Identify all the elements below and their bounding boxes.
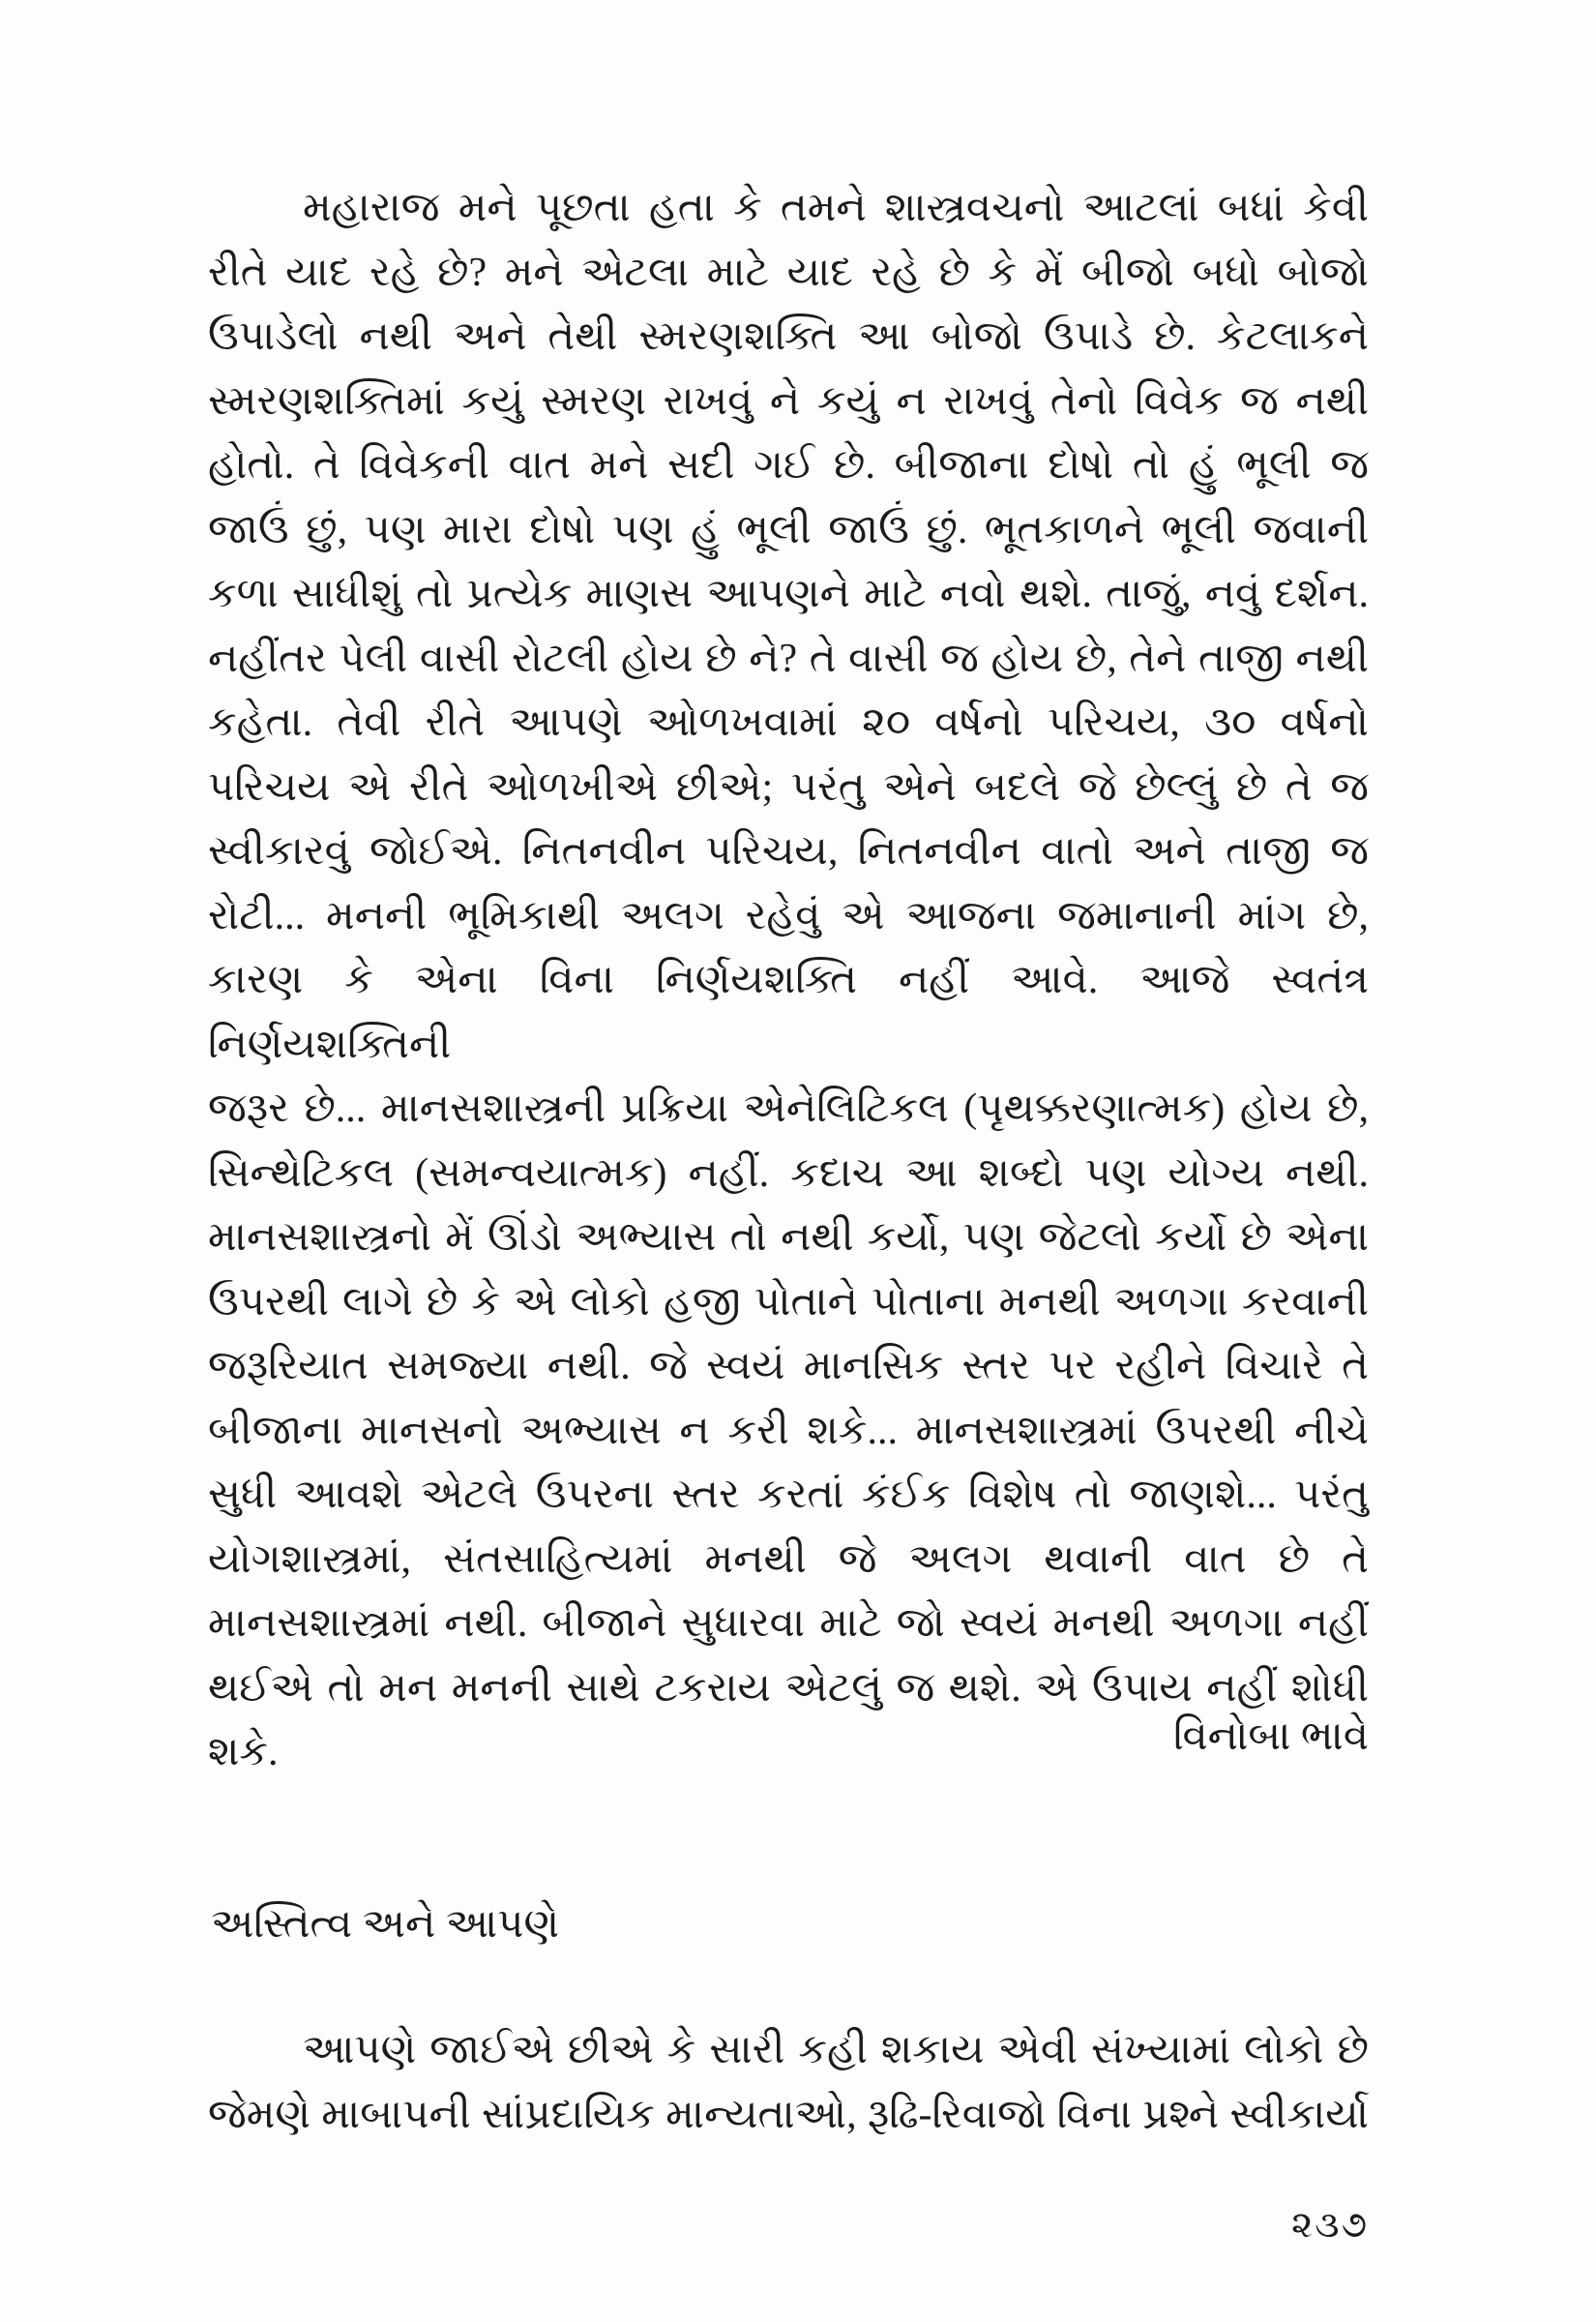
paragraph-line: યોગશાસ્ત્રમાં, સંતસાહિત્યમાં મનથી જે અલગ થવાની વાત છે તે xyxy=(208,1536,1369,1582)
paragraph-line: સુધી આવશે એટલે ઉપરના સ્તર કરતાં કંઈક વિશેષ તો જાણશે... પરંતુ xyxy=(208,1473,1369,1517)
section-paragraph xyxy=(208,2018,1369,2148)
paragraph-line: નહીંતર પેલી વાસી રોટલી હોય છે ને? તે વાસી જ હોય છે, તેને તાજી નથી xyxy=(208,636,1369,681)
paragraph-line: આપણે જાઈએ છીએ કે સારી કહી શકાય એવી સંખ્યામાં લોકો છે xyxy=(303,2028,1369,2072)
paragraph-line: પરિચય એ રીતે ઓળખીએ છીએ; પરંતુ એને બદલે જે છેલ્લું છે તે જ xyxy=(208,764,1369,810)
page-number: ૨૩૭ xyxy=(1290,2205,1369,2246)
author-signature: વિનોબા ભાવે xyxy=(1172,1714,1369,1759)
paragraph-line: માનસશાસ્ત્રમાં નથી. બીજાને સુધારવા માટે જો સ્વયં મનથી અળગા નહીં xyxy=(208,1601,1369,1646)
paragraph-line: રોટી... મનની ભૂમિકાથી અલગ રહેવું એ આજના જમાનાની માંગ છે, xyxy=(208,893,1369,938)
paragraph-line: કહેતા. તેવી રીતે આપણે ઓળખવામાં ૨૦ વર્ષનો પરિચય, ૩૦ વર્ષનો xyxy=(208,700,1369,745)
paragraph-line: ઉપાડેલો નથી અને તેથી સ્મરણશક્તિ આ બોજો ઉપાડે છે. કેટલાકને xyxy=(208,314,1369,359)
paragraph-line: સિન્થેટિકલ (સમન્વયાત્મક) નહીં. કદાચ આ શબ્દો પણ યોગ્ય નથી. xyxy=(208,1150,1369,1196)
paragraph-line: માનસશાસ્ત્રનો મેં ઊંડો અભ્યાસ તો નથી કર્યો, પણ જેટલો કર્યો છે એના xyxy=(208,1215,1369,1260)
paragraph-line: મહારાજ મને પૂછતા હતા કે તમને શાસ્ત્રવચનો આટલાં બધાં કેવી xyxy=(303,186,1369,230)
paragraph-line: જરૂર છે... માનસશાસ્ત્રની પ્રક્રિયા એનેલિટિકલ (પૃથક્કરણાત્મક) હોય છે, xyxy=(208,1087,1369,1131)
paragraph-line: જાઉં છું, પણ મારા દોષો પણ હું ભૂલી જાઉં છું. ભૂતકાળને ભૂલી જવાની xyxy=(208,507,1369,552)
paragraph-line: રીતે યાદ રહે છે? મને એટલા માટે યાદ રહે છે કે મેં બીજો બધો બોજો xyxy=(208,250,1369,295)
paragraph-line: જરૂરિયાત સમજ્યા નથી. જે સ્વયં માનસિક સ્તર પર રહીને વિચારે તે xyxy=(208,1344,1369,1388)
paragraph-line: હોતો. તે વિવેકની વાત મને સદી ગઈ છે. બીજાના દોષો તો હું ભૂલી જ xyxy=(208,443,1369,488)
section-heading: અસ્તિત્વ અને આપણે xyxy=(211,1902,560,1947)
paragraph-line: ઉપરથી લાગે છે કે એ લોકો હજી પોતાને પોતાના મનથી અળગા કરવાની xyxy=(208,1279,1369,1325)
main-paragraph xyxy=(208,176,1369,1785)
paragraph-line: થઈએ તો મન મનની સાથે ટકરાય એટલું જ થશે. એ ઉપાય નહીં શોધી xyxy=(208,1665,1369,1711)
paragraph-line: સ્વીકારવું જોઈએ. નિતનવીન પરિચય, નિતનવીન વાતો અને તાજી જ xyxy=(208,829,1369,874)
paragraph-line: કારણ કે એના વિના નિર્ણયશક્તિ નહીં આવે. આજે સ્વતંત્ર નિર્ણયશક્તિની xyxy=(208,958,1369,1067)
paragraph-line: કળા સાધીશું તો પ્રત્યેક માણસ આપણને માટે નવો થશે. તાજું, નવું દર્શન. xyxy=(208,572,1369,616)
paragraph-line: જેમણે માબાપની સાંપ્રદાયિક માન્યતાઓ, રૂઢિ-રિવાજો વિના પ્રશ્ને સ્વીકાર્યા xyxy=(208,2093,1369,2137)
paragraph-line: સ્મરણશક્તિમાં કયું સ્મરણ રાખવું ને કયું ન રાખવું તેનો વિવેક જ નથી xyxy=(208,378,1369,424)
paragraph-line: શકે. xyxy=(208,1730,279,1774)
paragraph-line: બીજાના માનસનો અભ્યાસ ન કરી શકે... માનસશાસ્ત્રમાં ઉપરથી નીચે xyxy=(208,1408,1369,1453)
